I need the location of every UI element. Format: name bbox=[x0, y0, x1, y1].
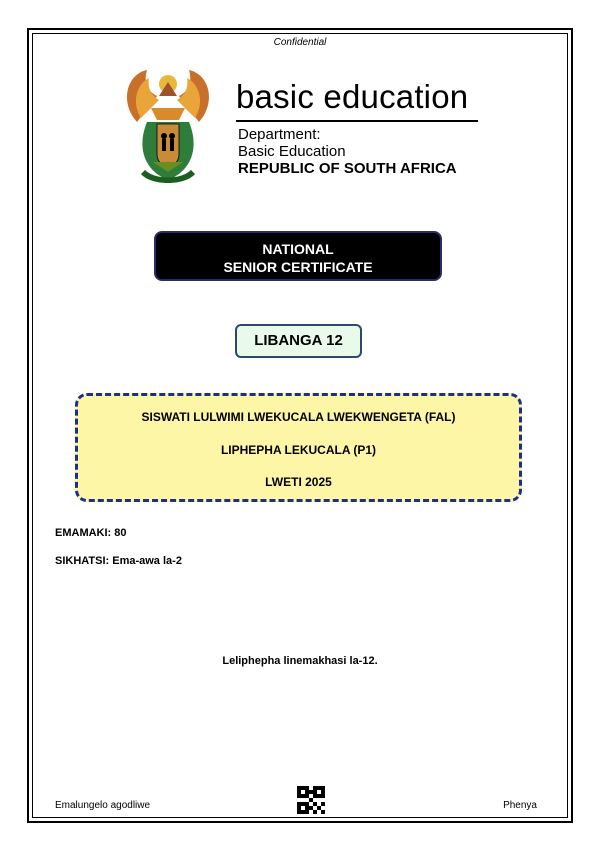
footer-turn-over: Phenya bbox=[503, 800, 537, 811]
time-label: SIKHATSI: Ema-awa la-2 bbox=[55, 555, 182, 567]
coat-of-arms-icon bbox=[117, 62, 219, 190]
department-line-2: Basic Education bbox=[238, 143, 346, 160]
department-line-3: REPUBLIC OF SOUTH AFRICA bbox=[238, 160, 457, 177]
department-title-rule bbox=[236, 120, 478, 122]
department-title: basic education bbox=[236, 78, 469, 115]
page-count-note: Leliphepha linemakhasi la-12. bbox=[222, 655, 378, 667]
qr-code-icon bbox=[297, 786, 325, 814]
subject-title: SISWATI LULWIMI LWEKUCALA LWEKWENGETA (FAL) bbox=[141, 410, 456, 424]
marks-label: EMAMAKI: 80 bbox=[55, 527, 127, 539]
certificate-line-1: NATIONAL bbox=[262, 241, 334, 257]
confidential-label: Confidential bbox=[273, 37, 327, 48]
department-line-1: Department: bbox=[238, 126, 321, 143]
exam-session: LWETI 2025 bbox=[265, 475, 332, 489]
certificate-line-2: SENIOR CERTIFICATE bbox=[223, 259, 373, 275]
subject-box bbox=[75, 393, 522, 502]
certificate-box bbox=[154, 231, 442, 281]
paper-title: LIPHEPHA LEKUCALA (P1) bbox=[220, 443, 377, 457]
grade-box: LIBANGA 12 bbox=[235, 324, 362, 358]
footer-rights: Emalungelo agodliwe bbox=[55, 800, 151, 811]
